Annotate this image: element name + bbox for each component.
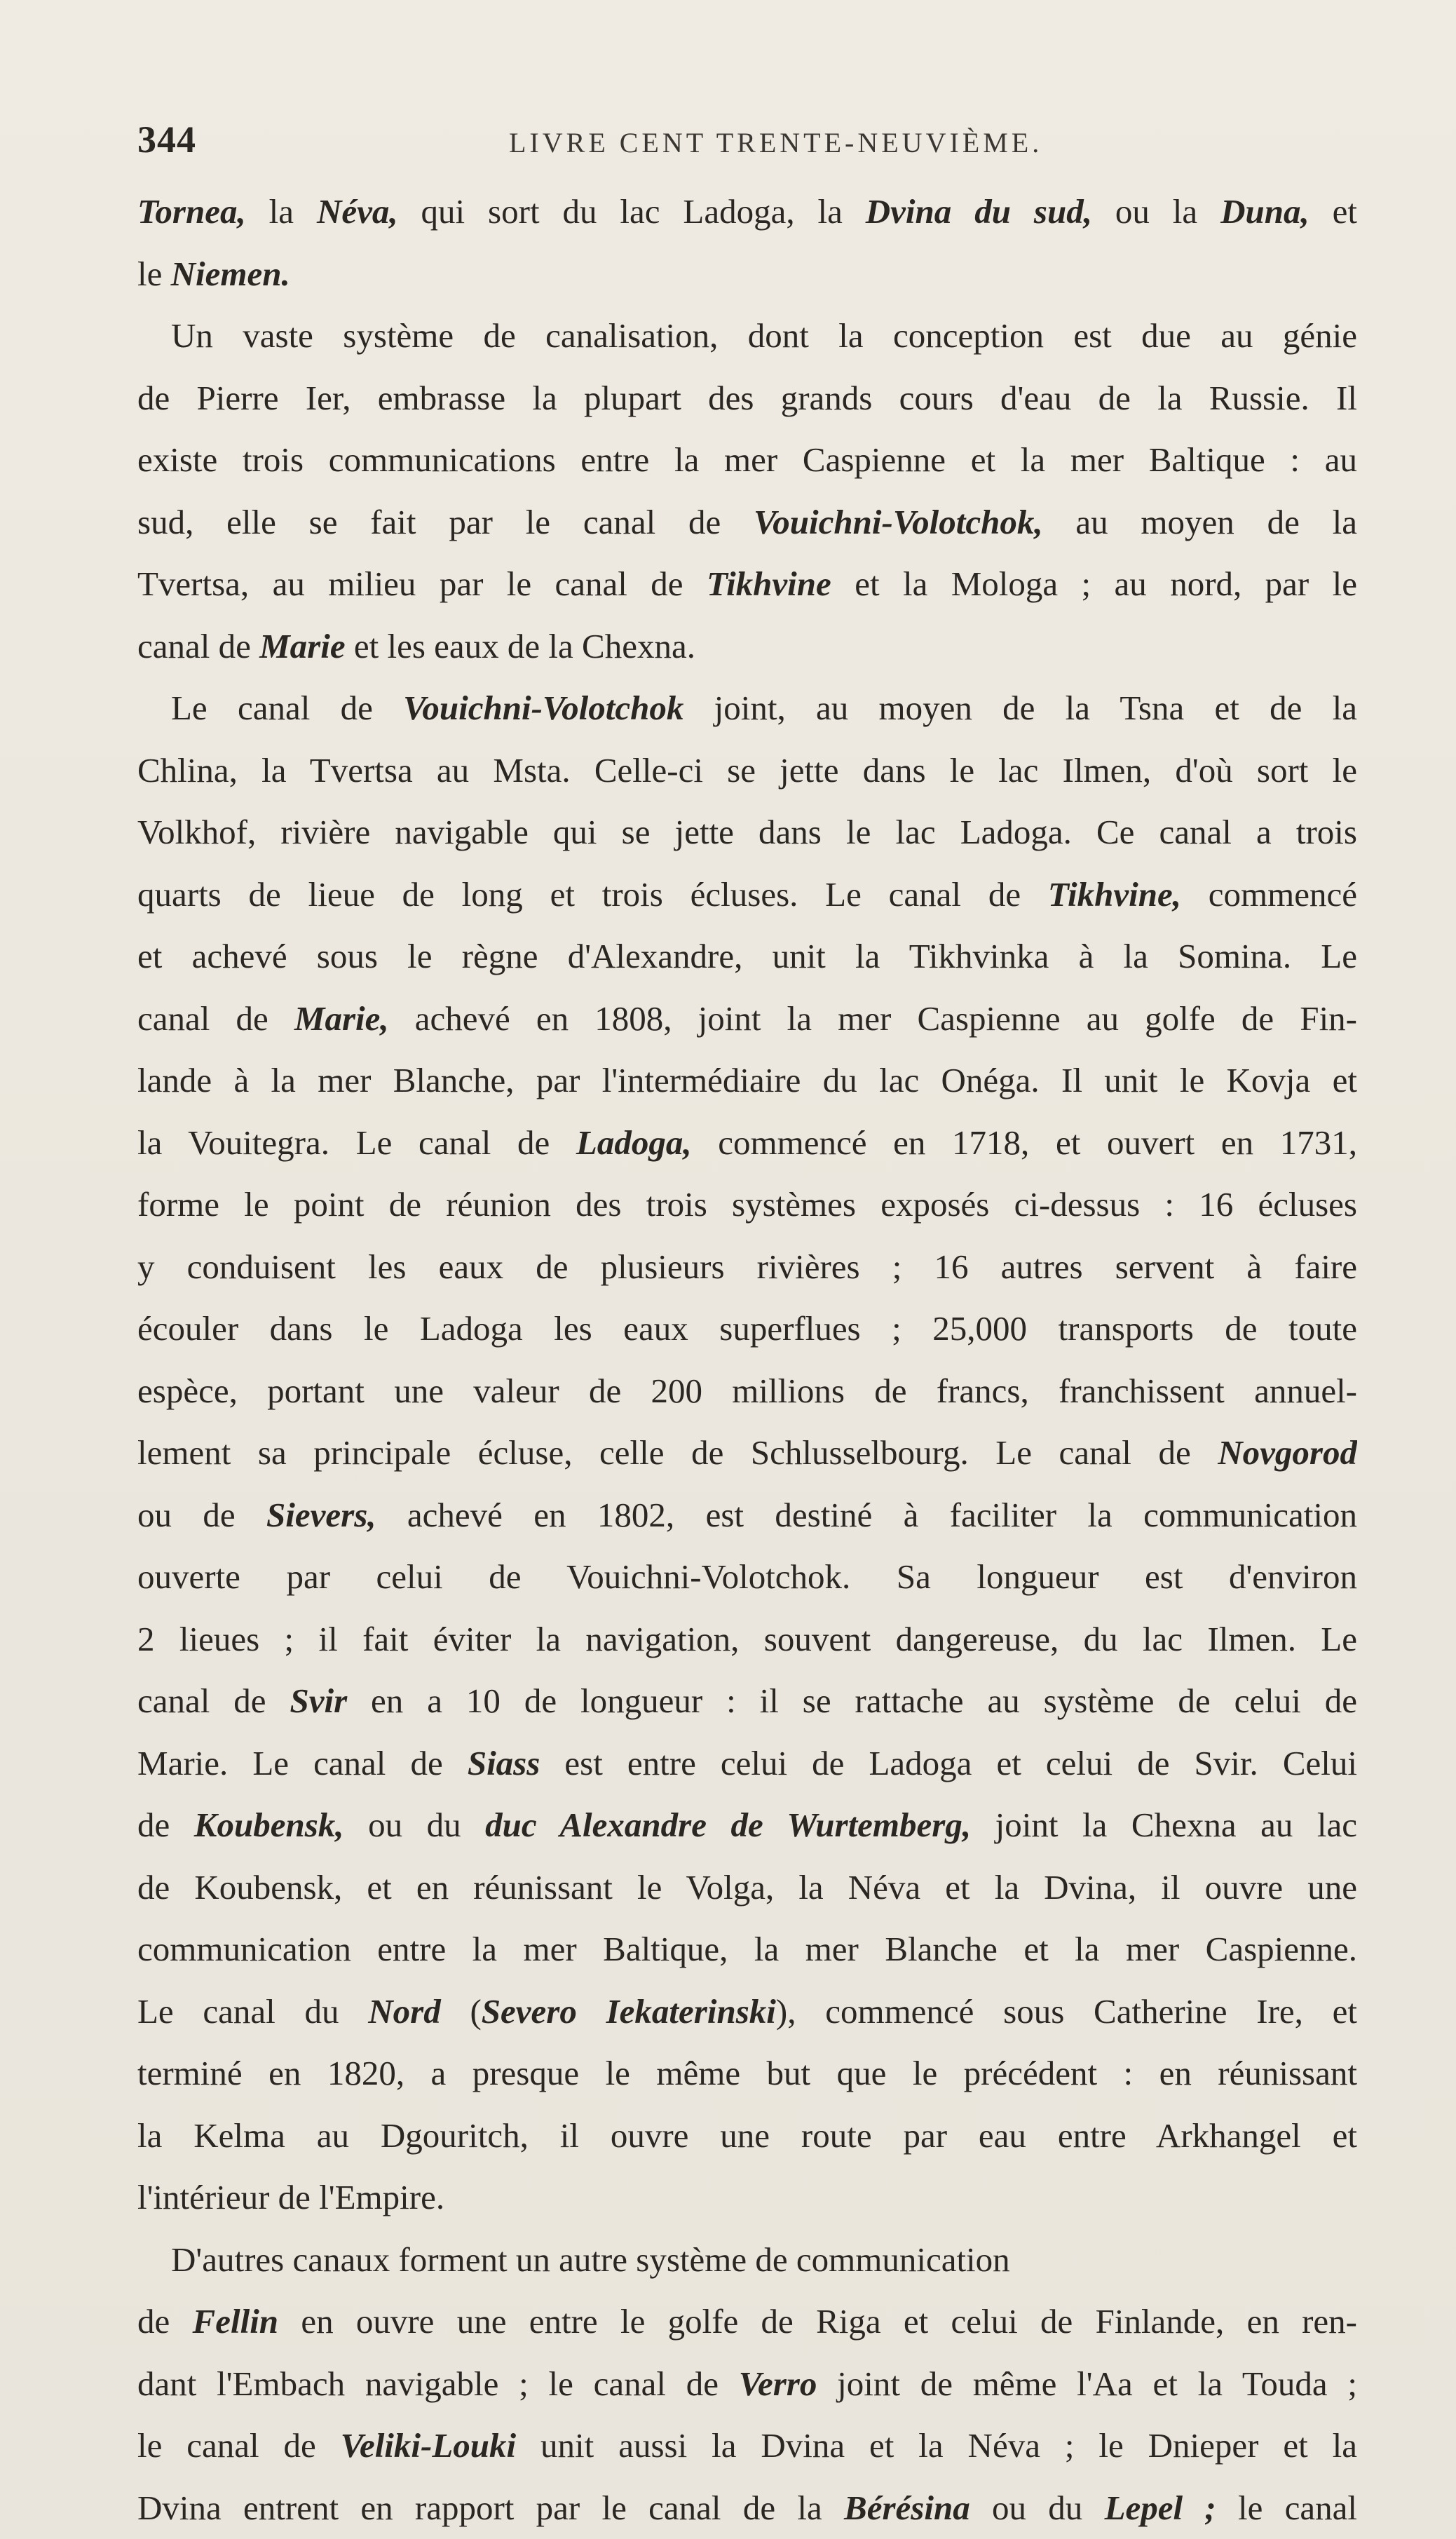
text-segment: le canal de (137, 2426, 341, 2465)
text-segment: sud, elle se fait par le canal de (137, 502, 754, 541)
text-segment: 2 lieues ; il fait éviter la navigation, souvent dangereuse, du lac Ilmen. Le (137, 1619, 1357, 1658)
text-segment: Dvina entrent en rapport par le canal de la (137, 2488, 845, 2527)
text-segment: de (137, 1806, 194, 1844)
italic-term: Tikhvine (706, 564, 831, 603)
text-segment: D'autres canaux forment un autre système de communication (171, 2240, 1010, 2279)
text-line (137, 2477, 1357, 2539)
text-segment: la Vouitegra. Le canal de (137, 1123, 576, 1162)
italic-term: Tikhvine, (1047, 874, 1181, 914)
text-line (137, 1422, 1357, 1484)
text-segment: écouler dans le Ladoga les eaux superflues ; 25,000 transports de toute (137, 1309, 1357, 1348)
text-line (137, 2043, 1357, 2105)
text-line (137, 1546, 1357, 1609)
text-segment: ), commencé sous Catherine Ire, et (775, 1991, 1357, 2031)
text-segment: en a 10 de longueur : il se rattache au système de celui de (347, 1681, 1357, 1720)
italic-term: Niemen. (170, 254, 290, 293)
text-segment: et achevé sous le règne d'Alexandre, unit la Tikhvinka à la Somina. Le (137, 937, 1357, 975)
text-segment: le (137, 254, 171, 293)
text-segment: la Kelma au Dgouritch, il ouvre une route par eau entre Arkhangel et (137, 2115, 1357, 2155)
text-segment: ou du (343, 1806, 486, 1844)
italic-term: Bérésina (844, 2488, 970, 2527)
text-segment: qui sort du lac Ladoga, la (397, 192, 866, 231)
text-segment: canal de (137, 1681, 290, 1720)
text-segment: au moyen de la (1042, 502, 1357, 541)
italic-term: Marie (259, 626, 346, 665)
text-line (137, 1918, 1357, 1981)
text-segment: lande à la mer Blanche, par l'intermédiaire du lac Onéga. Il unit le Kovja et (137, 1061, 1357, 1099)
text-line (137, 2415, 1357, 2477)
text-line (137, 553, 1357, 616)
text-line (137, 1050, 1357, 1112)
text-segment: Volkhof, rivière navigable qui se jette dans le lac Ladoga. Ce canal a trois (137, 813, 1357, 851)
italic-term: Nord (368, 1991, 441, 2031)
text-line (137, 1981, 1357, 2043)
text-segment: Le canal de (171, 689, 404, 727)
text-line (137, 429, 1357, 492)
text-line (137, 740, 1357, 802)
text-line (137, 616, 1357, 678)
text-line (137, 305, 1357, 367)
italic-term: Dvina du sud, (865, 192, 1092, 231)
italic-term: Sievers, (266, 1495, 376, 1534)
body-text (137, 181, 1357, 2539)
text-segment: Un vaste système de canalisation, dont la conception est due au génie (171, 316, 1357, 355)
text-line (137, 367, 1357, 430)
text-line (137, 2167, 1357, 2229)
text-line (137, 1733, 1357, 1795)
text-line (137, 1174, 1357, 1236)
page-header (137, 118, 1357, 167)
text-line (137, 1794, 1357, 1857)
italic-term: Ladoga, (576, 1123, 692, 1162)
text-segment: commencé (1181, 874, 1357, 914)
italic-term: Vouichni-Volotchok, (754, 502, 1043, 541)
page-number: 344 (137, 119, 196, 161)
text-line (137, 926, 1357, 988)
text-segment: ouverte par celui de Vouichni-Volotchok. Sa longueur est d'environ (137, 1557, 1357, 1596)
text-segment: quarts de lieue de long et trois écluses. Le canal de (137, 874, 1048, 914)
text-line (137, 677, 1357, 740)
italic-term: Severo Iekaterinski (481, 1991, 776, 2031)
text-segment: en ouvre une entre le golfe de Riga et celui de Finlande, en ren- (278, 2302, 1357, 2341)
text-line (137, 492, 1357, 554)
text-segment: et la Mologa ; au nord, par le (831, 564, 1357, 603)
text-segment: Chlina, la Tvertsa au Msta. Celle-ci se jette dans le lac Ilmen, d'où sort le (137, 750, 1357, 790)
text-line (137, 2353, 1357, 2416)
text-segment: commencé en 1718, et ouvert en 1731, (691, 1123, 1357, 1162)
running-title: LIVRE CENT TRENTE-NEUVIÈME. (509, 127, 1043, 158)
text-segment: dant l'Embach navigable ; le canal de (137, 2364, 739, 2403)
text-line (137, 181, 1357, 243)
text-line (137, 801, 1357, 864)
text-segment: de (137, 2302, 193, 2341)
text-segment: et (1309, 192, 1357, 231)
text-segment: communication entre la mer Baltique, la mer Blanche et la mer Caspienne. (137, 1930, 1357, 1968)
text-segment: forme le point de réunion des trois systèmes exposés ci-dessus : 16 écluses (137, 1185, 1357, 1224)
text-segment: lement sa principale écluse, celle de Schlusselbourg. Le canal de (137, 1433, 1218, 1472)
text-segment: de Koubensk, et en réunissant le Volga, la Néva et la Dvina, il ouvre une (137, 1867, 1357, 1907)
text-segment: achevé en 1808, joint la mer Caspienne au golfe de Fin- (388, 998, 1357, 1038)
text-segment: le canal (1216, 2488, 1357, 2527)
italic-term: duc Alexandre de Wurtemberg, (485, 1806, 972, 1844)
italic-term: Tornea, (137, 192, 246, 231)
text-line (137, 243, 1357, 306)
text-segment: de Pierre Ier, embrasse la plupart des grands cours d'eau de la Russie. Il (137, 378, 1357, 417)
text-segment: joint de même l'Aa et la Touda ; (817, 2364, 1357, 2403)
text-line (137, 2229, 1357, 2291)
italic-term: Lepel ; (1104, 2488, 1216, 2527)
text-segment: est entre celui de Ladoga et celui de Svir. Celui (540, 1743, 1357, 1782)
italic-term: Veliki-Louki (340, 2426, 517, 2465)
text-segment: espèce, portant une valeur de 200 millions de francs, franchissent annuel- (137, 1371, 1357, 1410)
text-line (137, 1360, 1357, 1423)
text-line (137, 1298, 1357, 1360)
text-segment: Marie. Le canal de (137, 1743, 468, 1782)
italic-term: Novgorod (1218, 1433, 1357, 1472)
italic-term: Fellin (192, 2302, 279, 2341)
text-segment: terminé en 1820, a presque le même but que le précédent : en réunissant (137, 2054, 1357, 2092)
italic-term: Duna, (1220, 192, 1309, 231)
text-segment: la (245, 192, 317, 231)
text-segment: canal de (137, 998, 294, 1038)
text-line (137, 864, 1357, 926)
italic-term: Marie, (294, 998, 389, 1038)
text-line (137, 1112, 1357, 1174)
text-line (137, 1236, 1357, 1299)
text-line (137, 1857, 1357, 1919)
italic-term: Koubensk, (193, 1806, 344, 1844)
text-line (137, 988, 1357, 1050)
text-line (137, 1484, 1357, 1547)
text-segment: ou du (969, 2488, 1105, 2527)
text-segment: et les eaux de la Chexna. (345, 626, 695, 665)
text-line (137, 2105, 1357, 2167)
text-segment: ( (440, 1991, 482, 2031)
text-segment: Le canal du (137, 1991, 369, 2031)
text-line (137, 1670, 1357, 1733)
text-segment: ou la (1091, 192, 1221, 231)
text-segment: joint, au moyen de la Tsna et de la (683, 689, 1357, 727)
italic-term: Verro (738, 2364, 817, 2403)
italic-term: Vouichni-Volotchok (403, 689, 684, 727)
text-segment: joint la Chexna au lac (971, 1806, 1357, 1844)
text-line (137, 1609, 1357, 1671)
text-segment: ou de (137, 1495, 267, 1534)
italic-term: Siass (467, 1743, 540, 1782)
text-segment: Tvertsa, au milieu par le canal de (137, 564, 707, 603)
italic-term: Néva, (316, 192, 398, 231)
italic-term: Svir (290, 1681, 348, 1720)
text-line (137, 2291, 1357, 2353)
text-segment: existe trois communications entre la mer Caspienne et la mer Baltique : au (137, 440, 1357, 479)
text-segment: achevé en 1802, est destiné à faciliter la communication (376, 1495, 1357, 1534)
text-segment: y conduisent les eaux de plusieurs rivières ; 16 autres servent à faire (137, 1247, 1357, 1286)
text-segment: canal de (137, 626, 260, 665)
text-segment: unit aussi la Dvina et la Néva ; le Dnieper et la (516, 2426, 1357, 2465)
text-segment: l'intérieur de l'Empire. (137, 2178, 445, 2216)
